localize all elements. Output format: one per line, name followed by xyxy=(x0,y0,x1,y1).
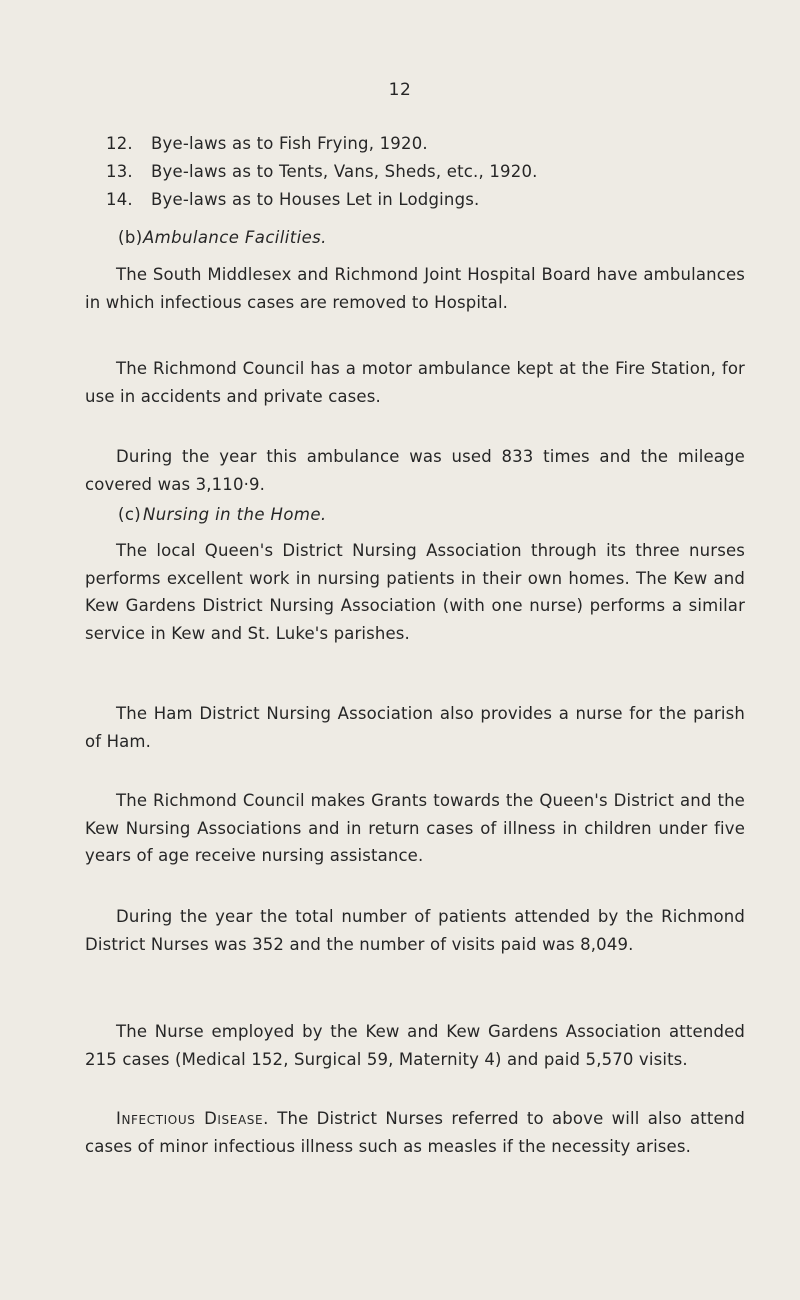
list-item-text: Bye-laws as to Fish Frying, 1920. xyxy=(151,134,428,153)
list-item xyxy=(106,158,766,186)
paragraph: The Ham District Nursing Association also provides a nurse for the parish of Ham. xyxy=(85,704,745,751)
list-item-number: 14. xyxy=(106,190,133,209)
paragraph: During the year the total number of patients attended by the Richmond District Nurses was 352 and the number of visits paid was 8,049. xyxy=(85,907,745,954)
paragraph: The local Queen's District Nursing Association through its three nurses performs excellent work in nursing patients in their own homes. The Kew and Kew Gardens District Nursing Association (with one nurse) performs a similar service in Kew and St. Luke's parishes. xyxy=(85,541,745,643)
section-letter: (b) xyxy=(118,228,143,247)
list-item xyxy=(106,186,766,214)
paragraph: The Richmond Council makes Grants towards the Queen's District and the Kew Nursing Associations and in return cases of illness in children under five years of age receive nursing assistance. xyxy=(85,791,745,865)
list-item-text: Bye-laws as to Houses Let in Lodgings. xyxy=(151,190,480,209)
infectious-disease-label: Infectious Disease. xyxy=(116,1109,270,1128)
page-number: 12 xyxy=(388,80,412,100)
list-item-text: Bye-laws as to Tents, Vans, Sheds, etc., 1920. xyxy=(151,162,538,181)
section-title: Ambulance Facilities. xyxy=(143,228,327,247)
byelaws-list xyxy=(106,130,766,214)
paragraph-infectious-disease xyxy=(85,1105,745,1160)
infectious-disease-text: The District Nurses referred to above will also attend cases of minor infectious illness such as measles if the necessity arises. xyxy=(85,1109,745,1156)
section-heading-ambulance xyxy=(118,228,327,247)
paragraph: During the year this ambulance was used 833 times and the mileage covered was 3,110·9. xyxy=(85,447,745,494)
paragraph: The Richmond Council has a motor ambulance kept at the Fire Station, for use in accidents and private cases. xyxy=(85,359,745,406)
list-item xyxy=(106,130,766,158)
list-item-number: 12. xyxy=(106,134,133,153)
section-heading-nursing xyxy=(118,505,327,524)
paragraph: The South Middlesex and Richmond Joint Hospital Board have ambulances in which infectious cases are removed to Hospital. xyxy=(85,265,745,312)
list-item-number: 13. xyxy=(106,162,133,181)
section-letter: (c) xyxy=(118,505,142,524)
section-title: Nursing in the Home. xyxy=(143,505,327,524)
paragraph: The Nurse employed by the Kew and Kew Gardens Association attended 215 cases (Medical 152, Surgical 59, Maternity 4) and paid 5,570 visits. xyxy=(85,1022,745,1069)
